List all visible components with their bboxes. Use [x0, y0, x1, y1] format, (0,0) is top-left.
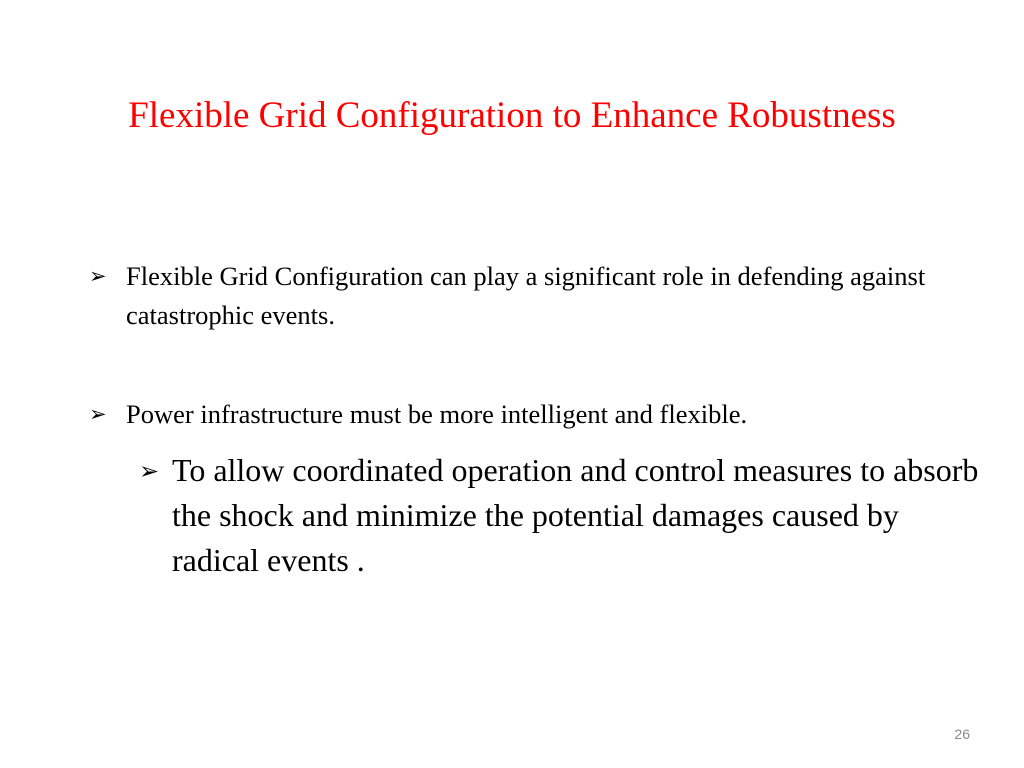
- bullet-text: Flexible Grid Configuration can play a significant role in defending against catastrophic events.: [126, 261, 926, 330]
- arrow-bullet-icon: ➢: [139, 457, 160, 485]
- arrow-bullet-icon: ➢: [89, 264, 107, 288]
- bullet-text: Power infrastructure must be more intelligent and flexible.: [126, 399, 748, 429]
- arrow-bullet-icon: ➢: [89, 402, 107, 426]
- sub-bullet-item: [139, 448, 979, 583]
- slide-number: 26: [954, 726, 970, 742]
- bullet-item: [89, 395, 949, 434]
- bullet-item: [89, 257, 949, 335]
- sub-bullet-text: To allow coordinated operation and control measures to absorb the shock and minimize the potential damages caused by radical events .: [172, 452, 979, 578]
- slide-title: Flexible Grid Configuration to Enhance Robustness: [128, 95, 896, 136]
